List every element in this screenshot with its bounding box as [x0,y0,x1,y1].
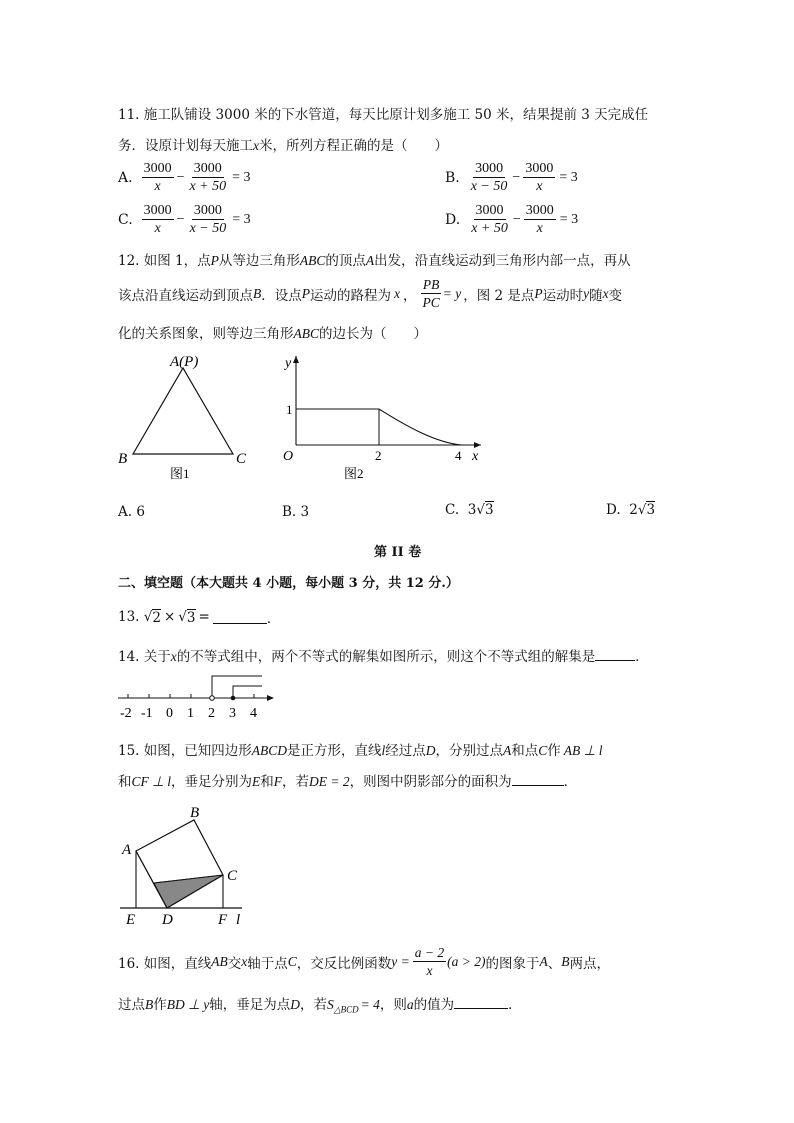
q11-line2: 务．设原计划每天施工x米，所列方程正确的是（ ） [118,138,448,154]
svg-text:-2: -2 [120,706,132,721]
q11-line1: 11. 施工队铺设 3000 米的下水管道，每天比原计划多施工 50 米，结果提前 3 天完成任 [118,107,649,123]
svg-text:0: 0 [166,706,173,721]
open-point-2 [210,696,215,701]
graph-curve [379,409,462,445]
section2-title: 二、填空题（本大题共 4 小题，每小题 3 分，共 12 分.） [118,576,459,591]
figure2-caption: 图2 [344,466,364,481]
q11-option-a[interactable]: A. $\frac{3000}{x}$ − $\frac{3000}{x + 50}$ = 3 [118,161,251,194]
q12-option-c[interactable]: C. 3√3 [445,502,494,518]
origin-label: O [283,449,294,464]
q11-option-b[interactable]: B. $\frac{3000}{x - 50}$ − $\frac{3000}{x}$ = 3 [445,161,578,194]
q11-option-c[interactable]: C. $\frac{3000}{x}$ − $\frac{3000}{x - 50}$ = 3 [118,203,251,236]
q14-line: 14. 关于x的不等式组中，两个不等式的解集如图所示，则这个不等式组的解集是 ． [118,649,649,665]
q16-line2: 过点B作BD ⊥ y轴，垂足为点D，若$S_{\triangle BCD} = 4$，则a的值为 ． [118,997,522,1015]
q13-answer-blank[interactable] [213,610,267,624]
solution-ray-x-ge-3 [233,686,262,698]
svg-text:1: 1 [187,706,194,721]
q15-line2: 和CF ⊥ l，垂足分别为E和F，若DE = 2，则图中阴影部分的面积为 ． [118,774,578,790]
label-f: F [218,912,228,928]
closed-point-3 [231,696,236,701]
q12-line2: 该点沿直线运动到顶点 B ．设点 P 运动的路程为 x ， $\frac{PB}{PC}$ = y ，图 2 是点 P 运动时 y 随 x 变 [118,277,623,310]
label-c: C [227,868,238,884]
q12-figure2 [276,350,486,482]
q13-line: 13. √ 2 × √ 3 = ． [118,609,281,627]
svg-text:-1: -1 [141,706,153,721]
q12-option-d[interactable]: D. 2√3 [606,502,656,518]
volume-title: 第 II 卷 [374,545,422,560]
q14-answer-blank[interactable] [595,647,635,661]
svg-text:3: 3 [229,706,236,721]
equilateral-triangle [133,368,233,454]
q12-line1: 12. 如图 1，点P从等边三角形ABC的顶点A出发，沿直线运动到三角形内部一点，再从 [118,253,631,269]
label-d: D [162,912,173,928]
q15-answer-blank[interactable] [512,772,564,786]
y-axis-arrow [293,356,299,363]
q16-line1: 16. 如图，直线 AB 交 x 轴于点 C ，交反比例函数 y = $\frac{a - 2}{x}$ (a > 2) 的图象于 A 、 B 两点， [118,945,610,978]
vertex-c-label: C [236,451,247,467]
q15-line1: 15. 如图，已知四边形ABCD是正方形，直线l经过点D，分别过点A和点C作 AB ⊥ l [118,743,603,759]
figure1-caption: 图1 [170,466,190,481]
vertex-b-label: B [118,451,128,467]
q11-option-d[interactable]: D. $\frac{3000}{x + 50}$ − $\frac{3000}{x}$ = 3 [445,203,579,236]
q12-line3: 化的关系图象，则等边三角形ABC的边长为（ ） [118,326,427,342]
vertex-a-label: A(P) [170,354,199,370]
label-b: B [190,805,200,821]
svg-text:4: 4 [250,706,257,721]
number-line-arrow [267,695,274,701]
x-tick-2: 2 [375,448,382,463]
x-tick-4: 4 [455,448,462,463]
segment-ad [136,851,167,908]
q16-answer-blank[interactable] [454,995,508,1009]
svg-text:2: 2 [208,706,215,721]
q15-figure [112,800,262,928]
q12-figure1 [112,350,262,482]
q12-option-a[interactable]: A. 6 [118,504,145,520]
y-tick-1: 1 [286,402,293,417]
var-x: x [253,138,259,153]
y-axis-label: y [285,356,292,371]
x-axis-arrow [474,442,481,448]
label-l: l [236,912,241,928]
label-a: A [122,842,132,858]
label-e: E [126,912,136,928]
x-axis-label: x [472,449,479,464]
q14-number-line [112,670,282,722]
number-line-labels [120,706,257,721]
q12-option-b[interactable]: B. 3 [282,504,310,520]
